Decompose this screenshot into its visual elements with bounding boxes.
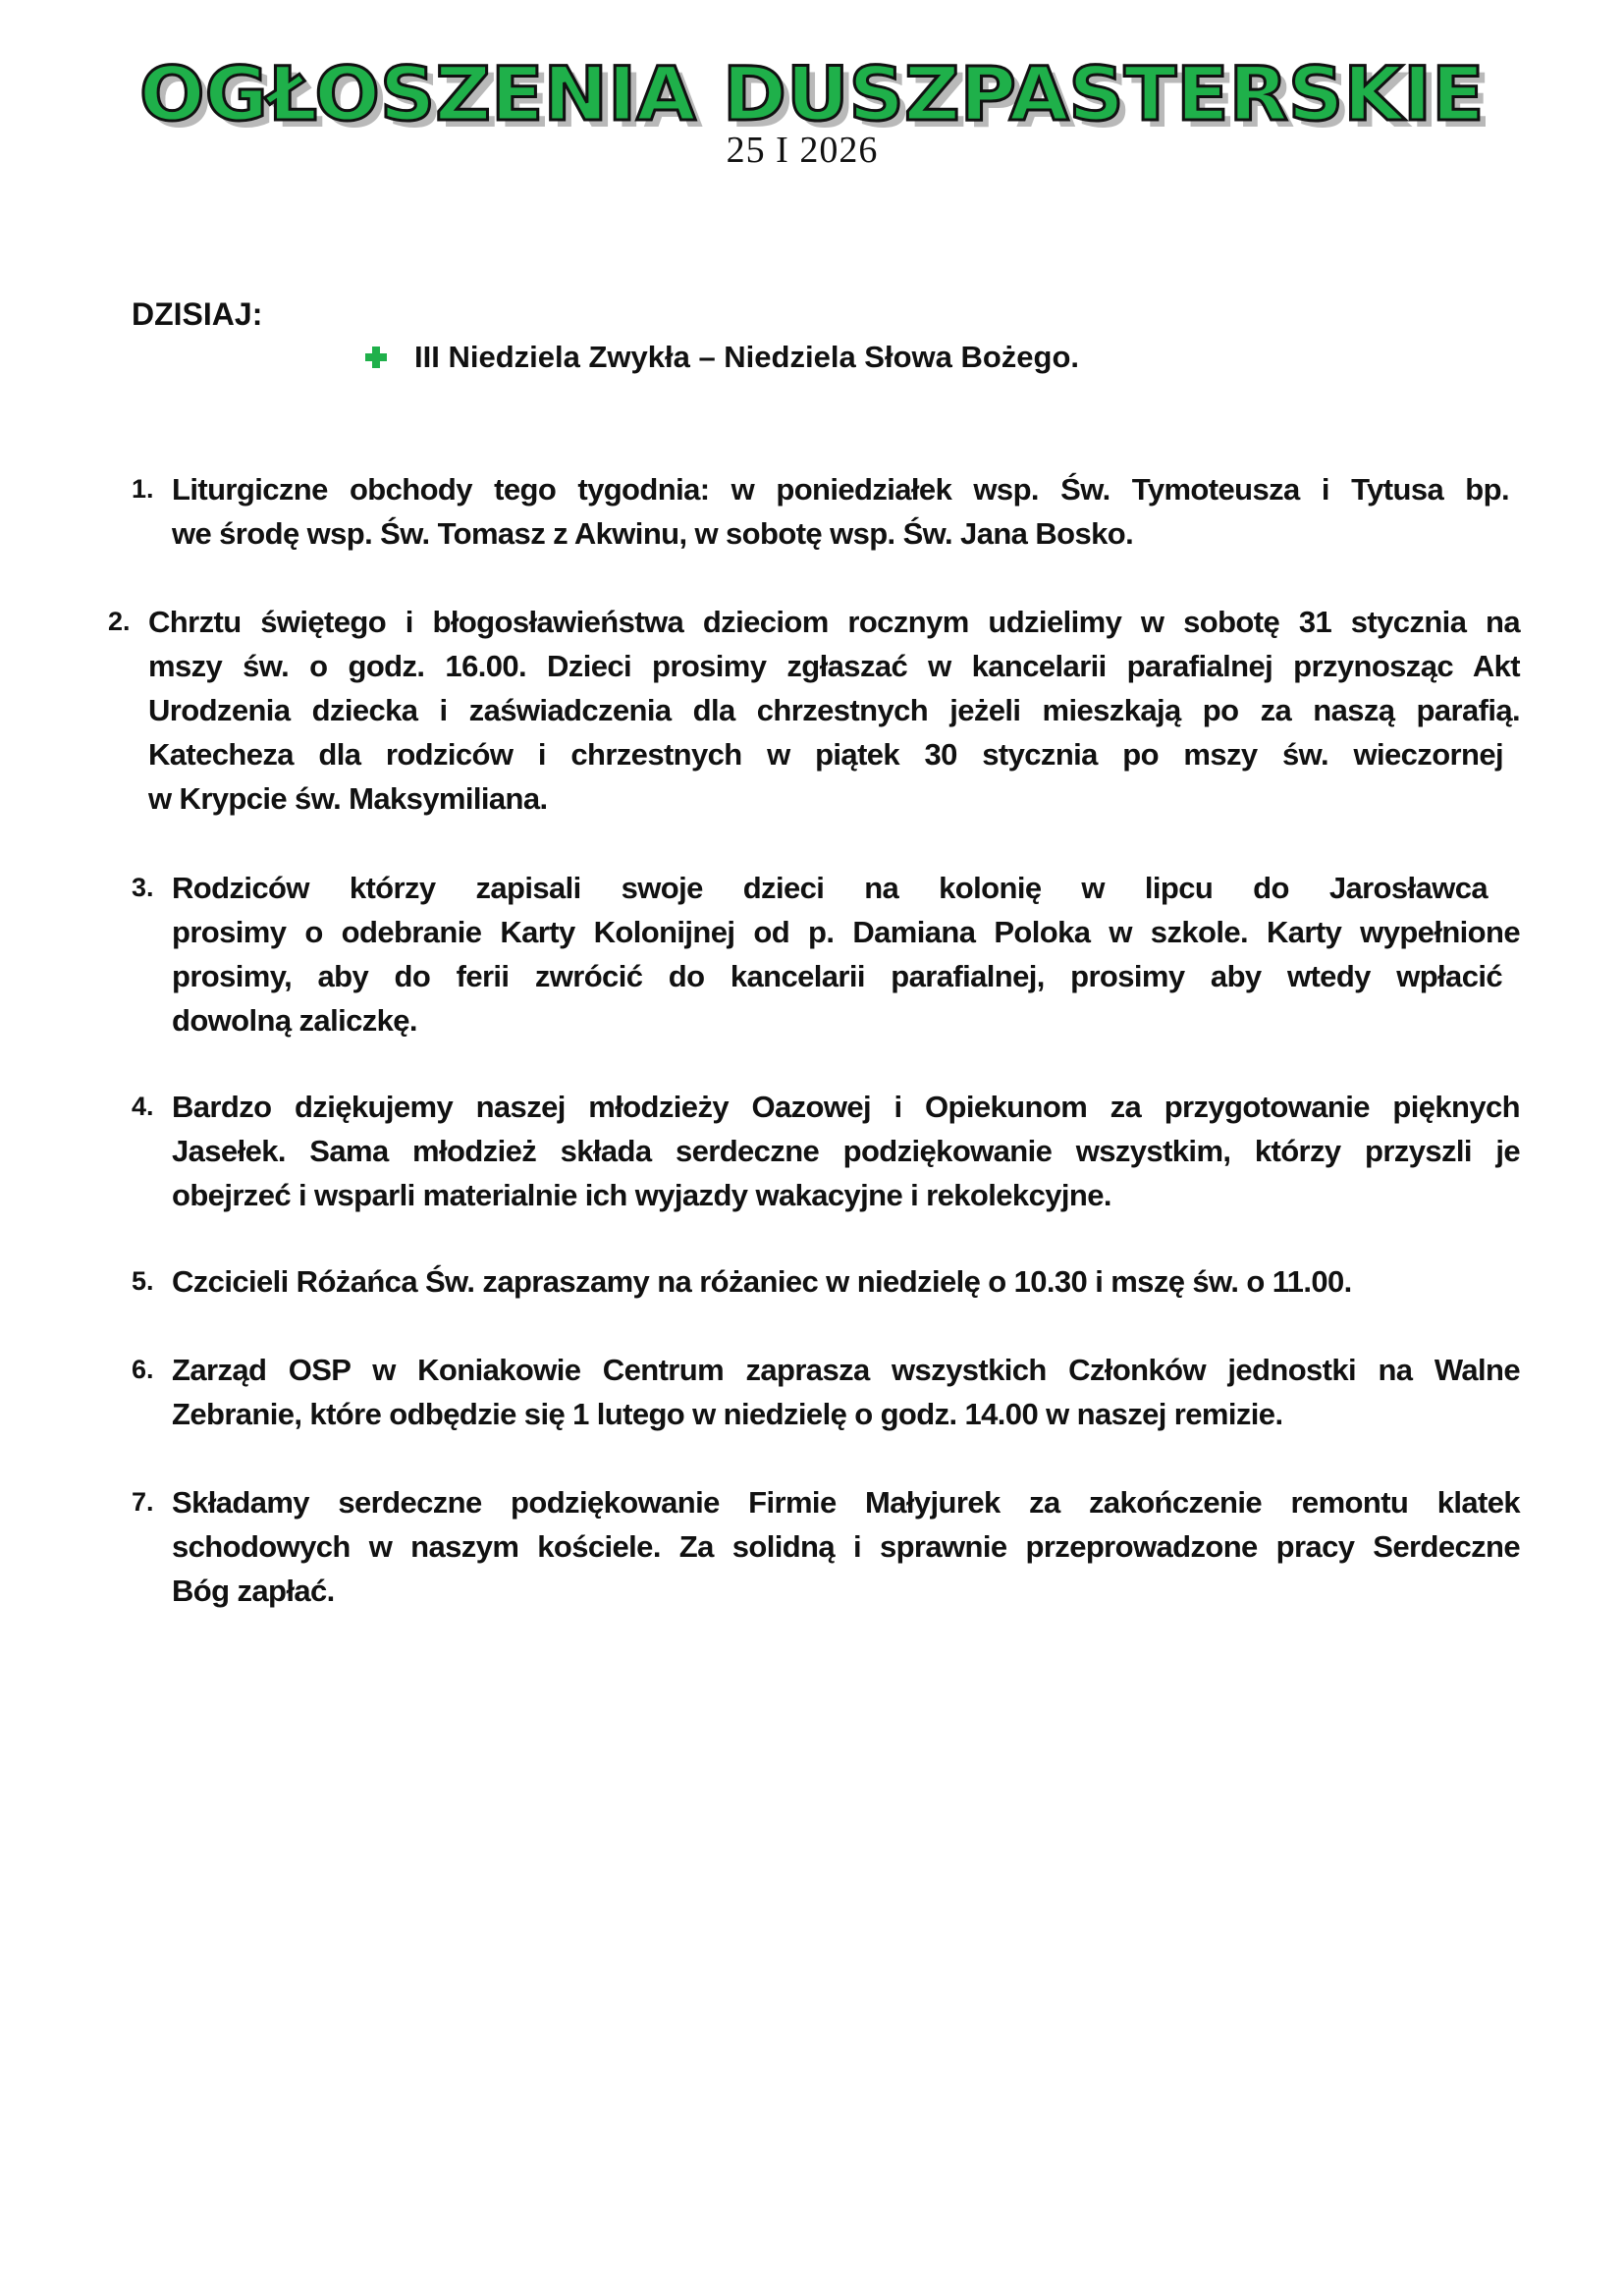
item-text: Czcicieli Różańca Św. zapraszamy na różaniec w niedzielę o 10.30 i mszę św. o 11.00.	[172, 1264, 1352, 1299]
item-text: Zarząd OSP w Koniakowie Centrum zaprasza wszystkich Członków jednostki na Walne Zebranie, które odbędzie się 1 lutego w niedzielę o godz. 14.00 w naszej remizie.	[172, 1353, 1520, 1431]
item-text: Rodziców którzy zapisali swoje dzieci na kolonię w lipcu do Jarosławca prosimy o odebranie Karty Kolonijnej od p. Damiana Poloka w szkole. Karty wypełnione prosimy, aby do ferii zwrócić do kancelarii parafialnej, prosimy aby wtedy wpłacić dowolną zaliczkę.	[172, 871, 1520, 1038]
item-number: 3.	[132, 873, 154, 902]
document-date: 25 I 2026	[726, 130, 879, 171]
green-cross-icon	[365, 347, 387, 368]
item-number: 5.	[132, 1266, 154, 1296]
today-entry	[365, 340, 1079, 375]
item-number: 6.	[132, 1355, 154, 1384]
item-text: Bardzo dziękujemy naszej młodzieży Oazowej i Opiekunom za przygotowanie pięknych Jasełek. Sama młodzież składa serdeczne podziękowanie wszystkim, którzy przyszli je obejrzeć i wsparli materialnie ich wyjazdy wakacyjne i rekolekcyjne.	[172, 1090, 1520, 1212]
item-text: Liturgiczne obchody tego tygodnia: w poniedziałek wsp. Św. Tymoteusza i Tytusa bp. we środę wsp. Św. Tomasz z Akwinu, w sobotę wsp. Św. Jana Bosko.	[172, 472, 1509, 551]
item-text: Chrztu świętego i błogosławieństwa dzieciom rocznym udzielimy w sobotę 31 stycznia na mszy św. o godz. 16.00. Dzieci prosimy zgłaszać w kancelarii parafialnej przynosząc Akt Urodzenia dziecka i zaświadczenia dla chrzestnych jeżeli mieszkają po za naszą parafią. Katecheza dla rodziców i chrzestnych w piątek 30 stycznia po mszy św. wieczornej w Krypcie św. Maksymiliana.	[148, 605, 1520, 816]
title-container	[0, 50, 1624, 137]
item-text: Składamy serdeczne podziękowanie Firmie Małyjurek za zakończenie remontu klatek schodowych w naszym kościele. Za solidną i sprawnie przeprowadzone pracy Serdeczne Bóg zapłać.	[172, 1485, 1520, 1608]
today-label: DZISIAJ:	[132, 296, 263, 332]
page-title: OGŁOSZENIA DUSZPASTERSKIE	[139, 50, 1485, 137]
item-number: 4.	[132, 1092, 154, 1121]
item-number: 2.	[108, 607, 131, 636]
today-text: III Niedziela Zwykła – Niedziela Słowa Bożego.	[414, 340, 1080, 374]
item-number: 7.	[132, 1487, 154, 1517]
item-number: 1.	[132, 474, 154, 504]
